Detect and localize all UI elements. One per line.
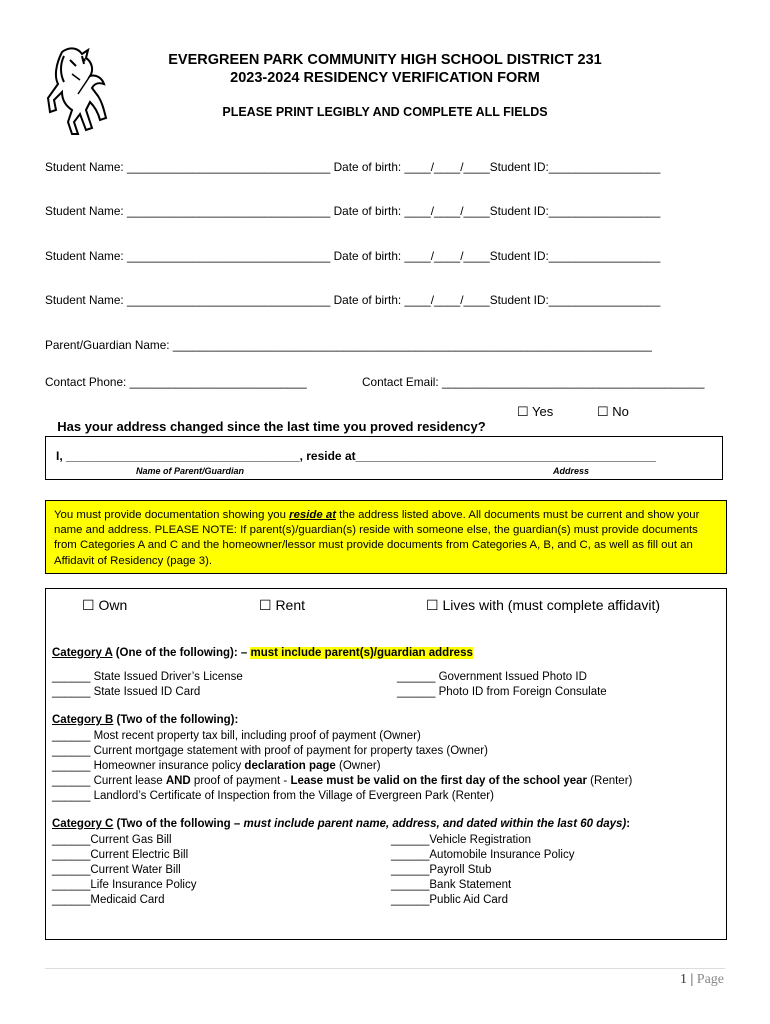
list-item[interactable]: ______ Current mortgage statement with proof of payment for property taxes (Owner) (52, 745, 488, 757)
list-item[interactable]: ______Current Water Bill (52, 864, 181, 876)
category-b-heading (52, 714, 238, 726)
yes-checkbox[interactable]: ☐ Yes (517, 404, 554, 419)
own-checkbox[interactable]: ☐ Own (82, 597, 128, 613)
category-c-rule-italic: must include parent name, address, and dated within the last 60 days) (243, 818, 627, 830)
documentation-notice (45, 500, 727, 574)
item-bold: declaration page (244, 760, 336, 772)
list-item[interactable]: ______ State Issued ID Card (52, 686, 201, 698)
list-item[interactable]: ______ Government Issued Photo ID (397, 671, 587, 683)
student-row-3[interactable]: Student Name: _______________________________ Date of birth: ____/____/____Student ID:_________________ (45, 249, 661, 263)
list-item[interactable]: ______Public Aid Card (391, 894, 508, 906)
list-item[interactable]: ______ Most recent property tax bill, including proof of payment (Owner) (52, 730, 421, 742)
list-item[interactable] (52, 774, 632, 789)
category-a-rule: (One of the following): – (112, 647, 251, 659)
instructions-heading: PLEASE PRINT LEGIBLY AND COMPLETE ALL FIELDS (222, 105, 548, 119)
notice-text-2: the address listed above. All documents must be current and show your name and address. PLEASE NOTE: If parent(s)/guardian(s) reside with someone else, the guardian(s) must provide documents from Categories A and C and the homeowner/lessor must provide documents from Categories A, B, and C, as well as fill out an Affidavit of Residency (page 3). (54, 509, 700, 567)
item-text: (Owner) (335, 760, 381, 772)
item-bold: AND (165, 775, 191, 787)
item-text: ______ Current lease (52, 775, 166, 787)
caption-address: Address (553, 466, 590, 476)
category-b-label: Category B (52, 714, 114, 726)
list-item[interactable]: ______Current Electric Bill (52, 849, 189, 861)
rent-checkbox[interactable]: ☐ Rent (259, 597, 306, 613)
category-a-heading (52, 647, 473, 659)
form-subtitle-year: 2023-2024 RESIDENCY VERIFICATION FORM (230, 70, 540, 86)
student-row-2[interactable]: Student Name: _______________________________ Date of birth: ____/____/____Student ID:_________________ (45, 204, 661, 218)
footer-divider (45, 968, 725, 969)
list-item[interactable]: ______Automobile Insurance Policy (391, 849, 575, 861)
lives-with-checkbox[interactable]: ☐ Lives with (must complete affidavit) (426, 597, 661, 613)
caption-parent-guardian: Name of Parent/Guardian (136, 466, 245, 476)
list-item[interactable]: ______Bank Statement (391, 879, 512, 891)
category-b-rule: (Two of the following): (113, 714, 239, 726)
notice-text-1: You must provide documentation showing you (54, 509, 290, 521)
list-item[interactable] (52, 759, 632, 774)
list-item[interactable]: ______ Landlord’s Certificate of Inspection from the Village of Evergreen Park (Renter) (52, 790, 494, 802)
student-row-1[interactable]: Student Name: _______________________________ Date of birth: ____/____/____Student ID:_________________ (45, 160, 661, 174)
contact-email-field[interactable]: Contact Email: ________________________________________ (362, 375, 705, 389)
list-item[interactable]: ______Vehicle Registration (391, 834, 532, 846)
list-item[interactable]: ______Current Gas Bill (52, 834, 172, 846)
no-checkbox[interactable]: ☐ No (597, 404, 629, 419)
address-question-text: Has your address changed since the last time you proved residency? (57, 419, 486, 434)
category-c-label: Category C (52, 818, 114, 830)
page-number (680, 972, 724, 988)
list-item[interactable]: ______ Photo ID from Foreign Consulate (397, 686, 607, 698)
category-c-rule: (Two of the following – (113, 818, 244, 830)
category-c-rule-end: : (626, 818, 631, 830)
category-c-heading (52, 818, 630, 830)
item-text: proof of payment - (190, 775, 291, 787)
form-title: EVERGREEN PARK COMMUNITY HIGH SCHOOL DISTRICT 231 (168, 52, 602, 68)
page-word: Page (696, 972, 724, 987)
documents-box (45, 588, 727, 940)
reside-statement-line[interactable]: I, ___________________________________, reside at_____________________________________________ (56, 449, 656, 463)
parent-guardian-name-field[interactable]: Parent/Guardian Name: _________________________________________________________________________ (45, 338, 652, 352)
item-bold: Lease must be valid on the first day of the school year (290, 775, 587, 787)
item-text: (Renter) (586, 775, 633, 787)
item-text: ______ Homeowner insurance policy (52, 760, 245, 772)
list-item[interactable]: ______ State Issued Driver’s License (52, 671, 243, 683)
notice-emphasis: reside at (289, 509, 336, 521)
page-separator: | (686, 972, 697, 987)
address-changed-question (50, 404, 486, 434)
list-item[interactable]: ______Payroll Stub (391, 864, 492, 876)
page-number-value: 1 (679, 972, 687, 987)
reside-statement-box (45, 436, 723, 480)
contact-phone-field[interactable]: Contact Phone: ___________________________ (45, 375, 307, 389)
category-a-label: Category A (52, 647, 113, 659)
category-a-highlight: must include parent(s)/guardian address (250, 647, 473, 659)
list-item[interactable]: ______Life Insurance Policy (52, 879, 197, 891)
list-item[interactable]: ______Medicaid Card (52, 894, 165, 906)
student-row-4[interactable]: Student Name: _______________________________ Date of birth: ____/____/____Student ID:_________________ (45, 293, 661, 307)
